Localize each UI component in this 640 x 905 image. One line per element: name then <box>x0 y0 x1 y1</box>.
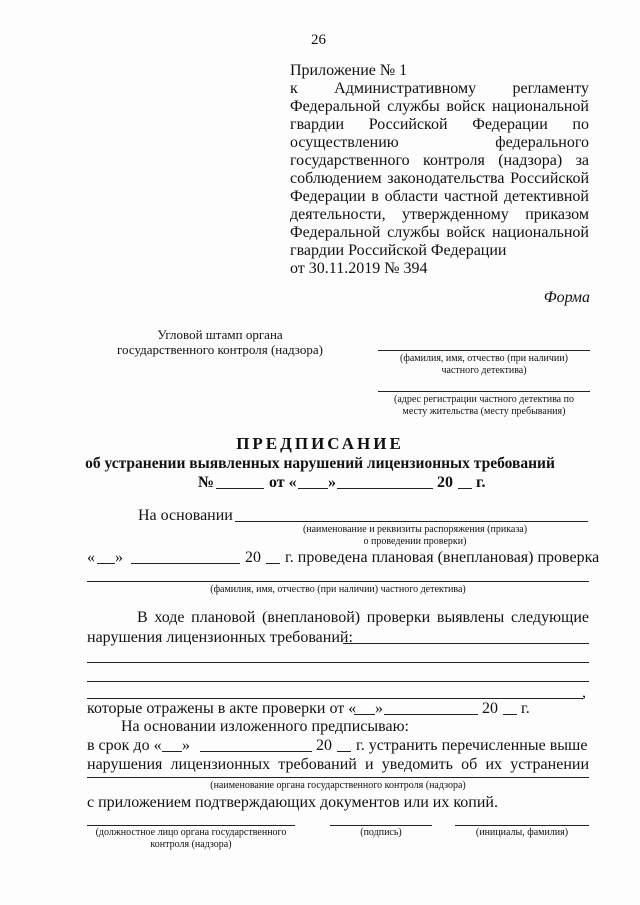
violations-blank-1 <box>343 643 589 644</box>
year-prefix: 20 <box>437 474 453 491</box>
recipient-address-line <box>378 391 590 392</box>
appendix-line: к Административному регламенту <box>290 80 589 97</box>
deadline-month-blank <box>200 751 312 752</box>
caption-line: (фамилия, имя, отчество (при наличии) <box>400 353 568 364</box>
act-year: 20 <box>482 700 498 717</box>
appendix-block <box>290 62 589 278</box>
inspection-text: г. проведена плановая (внеплановая) проверка <box>285 549 600 566</box>
year-suffix: г. <box>476 474 486 491</box>
attachments-line: с приложением подтверждающих документов или их копий. <box>87 794 498 811</box>
act-year-blank <box>503 714 517 715</box>
violations-comma: , <box>582 684 586 701</box>
violations-blank-4 <box>87 698 583 699</box>
form-label: Форма <box>543 289 590 306</box>
act-close-quote: » <box>375 700 383 717</box>
authority-caption: (наименование органа государственного контроля (надзора) <box>210 780 466 791</box>
appendix-line: осуществлению федерального <box>290 134 589 151</box>
inspection-close-quote: » <box>115 549 123 566</box>
date-close-quote: » <box>328 474 336 491</box>
initials-caption: (инициалы, фамилия) <box>475 827 569 838</box>
deadline-prefix: в срок до « <box>87 737 162 754</box>
year-blank <box>458 488 472 489</box>
appendix-line: от 30.11.2019 № 394 <box>290 260 428 277</box>
deadline-text: г. устранить перечисленные выше <box>356 737 588 754</box>
caption-line: о проведении проверки) <box>363 536 467 547</box>
violations-paragraph: В ходе плановой (внеплановой) проверки выявлены следующие <box>137 609 589 626</box>
stamp-line: Угловой штамп органа <box>157 327 283 342</box>
basis-blank <box>235 521 588 522</box>
caption-line: месту жительства (месту пребывания) <box>402 406 566 417</box>
appendix-line: соблюдением законодательства Российской <box>290 170 589 187</box>
deadline-day-blank <box>162 751 182 752</box>
appendix-line: гвардии Российской Федерации <box>290 242 507 259</box>
act-day-blank <box>354 714 375 715</box>
act-year-suffix: г. <box>521 700 530 717</box>
recipient-name-line <box>378 350 590 351</box>
violations-blank-2 <box>87 662 589 663</box>
inspection-day-blank <box>97 563 115 564</box>
recipient-address-caption <box>370 394 598 418</box>
notify-line: нарушения лицензионных требований и уведомить об их устранении <box>87 756 589 773</box>
caption-line: контроля (надзора) <box>150 839 232 850</box>
basis-label: На основании <box>138 507 233 524</box>
appendix-line: Федерации в области частной детективной <box>290 188 589 205</box>
inspection-year-blank <box>266 563 280 564</box>
caption-line: частного детектива) <box>441 365 527 376</box>
act-month-blank <box>384 714 478 715</box>
appendix-line: государственного контроля (надзора) за <box>290 152 589 169</box>
deadline-year-blank <box>337 751 351 752</box>
authority-blank <box>87 777 589 778</box>
document-title: ПРЕДПИСАНИЕ <box>236 434 404 453</box>
basis-caption <box>275 524 555 548</box>
appendix-line: Федеральной службы войск национальной <box>290 98 589 115</box>
appendix-line: гвардии Российской Федерации по <box>290 116 589 133</box>
deadline-close-quote: » <box>182 737 190 754</box>
appendix-line: деятельности, утвержденному приказом <box>290 206 589 223</box>
caption-line: (должностное лицо органа государственного <box>95 827 287 838</box>
inspection-open-quote: « <box>87 549 95 566</box>
signature-caption: (подпись) <box>360 827 402 838</box>
number-sign: № <box>198 474 215 491</box>
prescribe-intro: На основании изложенного предписываю: <box>121 718 409 735</box>
act-text: которые отражены в акте проверки от « <box>87 700 357 717</box>
signature-blank <box>330 825 432 826</box>
caption-line: (адрес регистрации частного детектива по <box>394 394 574 405</box>
detective-name-caption: (фамилия, имя, отчество (при наличии) частного детектива) <box>210 584 466 595</box>
violations-paragraph-cont: нарушения лицензионных требований: <box>87 629 353 646</box>
number-blank <box>216 488 264 489</box>
stamp-line: государственного контроля (надзора) <box>117 342 323 357</box>
month-blank <box>337 488 433 489</box>
caption-line: (наименование и реквизиты распоряжения (приказа) <box>302 524 528 535</box>
document-subtitle: об устранении выявленных нарушений лицензионных требований <box>85 455 555 472</box>
day-blank <box>298 488 328 489</box>
official-blank <box>87 825 295 826</box>
page-number: 26 <box>311 32 326 48</box>
appendix-line: Приложение № 1 <box>290 62 408 79</box>
corner-stamp-caption <box>100 327 340 357</box>
inspection-month-blank <box>131 563 240 564</box>
detective-name-blank <box>87 581 589 582</box>
initials-blank <box>455 825 589 826</box>
official-caption <box>80 827 302 851</box>
appendix-line: Федеральной службы войск национальной <box>290 224 589 241</box>
inspection-year: 20 <box>245 549 261 566</box>
recipient-name-caption <box>370 353 598 377</box>
violations-blank-3 <box>87 681 589 682</box>
date-open: от « <box>269 474 297 491</box>
deadline-year: 20 <box>316 737 332 754</box>
